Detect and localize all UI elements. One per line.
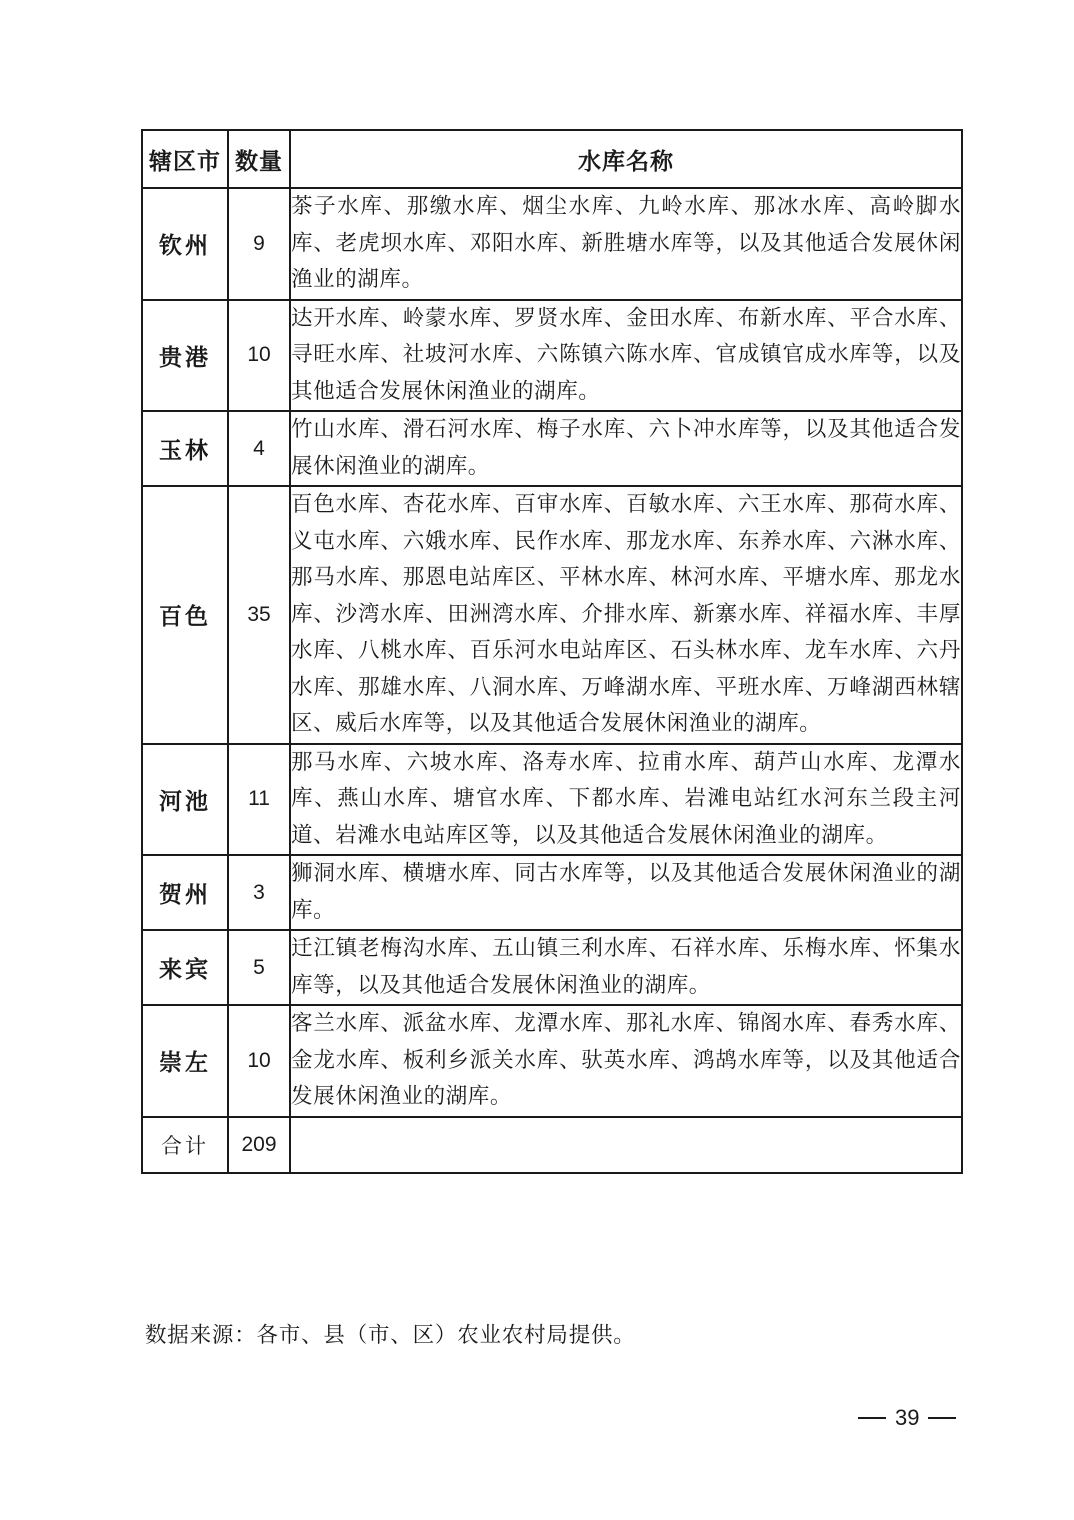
table-row: [142, 300, 962, 412]
table-header-row: [142, 130, 962, 188]
total-names: [290, 1117, 962, 1173]
row-names: 狮洞水库、横塘水库、同古水库等，以及其他适合发展休闲渔业的湖库。: [290, 855, 962, 930]
data-source-note: 数据来源：各市、县（市、区）农业农村局提供。: [145, 1323, 636, 1348]
row-city: 来宾: [142, 930, 228, 1005]
page-number: [858, 1405, 956, 1431]
table-row: [142, 188, 962, 300]
row-city: 玉林: [142, 411, 228, 486]
dash-right: [928, 1417, 956, 1419]
header-names: 水库名称: [290, 130, 962, 188]
row-names: 迁江镇老梅沟水库、五山镇三利水库、石祥水库、乐梅水库、怀集水库等，以及其他适合发展休闲渔业的湖库。: [290, 930, 962, 1005]
dash-left: [858, 1417, 886, 1419]
row-count: 11: [228, 744, 290, 856]
table-row: [142, 855, 962, 930]
table-row: [142, 486, 962, 744]
row-city: 贵港: [142, 300, 228, 412]
row-city: 贺州: [142, 855, 228, 930]
header-count: 数量: [228, 130, 290, 188]
table-row: [142, 744, 962, 856]
row-city: 崇左: [142, 1005, 228, 1117]
row-count: 10: [228, 1005, 290, 1117]
table-row: [142, 411, 962, 486]
row-count: 3: [228, 855, 290, 930]
row-count: 35: [228, 486, 290, 744]
row-count: 9: [228, 188, 290, 300]
row-count: 4: [228, 411, 290, 486]
total-row: [142, 1117, 962, 1173]
table-row: [142, 1005, 962, 1117]
row-city: 百色: [142, 486, 228, 744]
row-names: 达开水库、岭蒙水库、罗贤水库、金田水库、布新水库、平合水库、寻旺水库、社坡河水库、六陈镇六陈水库、官成镇官成水库等，以及其他适合发展休闲渔业的湖库。: [290, 300, 962, 412]
total-count: 209: [228, 1117, 290, 1173]
page-number-text: 39: [895, 1405, 920, 1430]
row-city: 河池: [142, 744, 228, 856]
row-names: 竹山水库、滑石河水库、梅子水库、六卜冲水库等，以及其他适合发展休闲渔业的湖库。: [290, 411, 962, 486]
total-label: 合计: [142, 1117, 228, 1173]
reservoir-table: [141, 129, 963, 1174]
table-row: [142, 930, 962, 1005]
row-count: 5: [228, 930, 290, 1005]
row-names: 客兰水库、派盆水库、龙潭水库、那礼水库、锦阁水库、春秀水库、金龙水库、板利乡派关水库、驮英水库、鸿鸪水库等，以及其他适合发展休闲渔业的湖库。: [290, 1005, 962, 1117]
header-city: 辖区市: [142, 130, 228, 188]
row-count: 10: [228, 300, 290, 412]
row-city: 钦州: [142, 188, 228, 300]
row-names: 茶子水库、那缴水库、烟尘水库、九岭水库、那冰水库、高岭脚水库、老虎坝水库、邓阳水库、新胜塘水库等，以及其他适合发展休闲渔业的湖库。: [290, 188, 962, 300]
row-names: 百色水库、杏花水库、百审水库、百敏水库、六王水库、那荷水库、义屯水库、六娥水库、民作水库、那龙水库、东养水库、六淋水库、那马水库、那恩电站库区、平林水库、林河水库、平塘水库、那龙水库、沙湾水库、田洲湾水库、介排水库、新寨水库、祥福水库、丰厚水库、八桃水库、百乐河水电站库区、石头林水库、龙车水库、六丹水库、那雄水库、八洞水库、万峰湖水库、平班水库、万峰湖西林辖区、威后水库等，以及其他适合发展休闲渔业的湖库。: [290, 486, 962, 744]
row-names: 那马水库、六坡水库、洛寿水库、拉甫水库、葫芦山水库、龙潭水库、燕山水库、塘官水库、下都水库、岩滩电站红水河东兰段主河道、岩滩水电站库区等，以及其他适合发展休闲渔业的湖库。: [290, 744, 962, 856]
